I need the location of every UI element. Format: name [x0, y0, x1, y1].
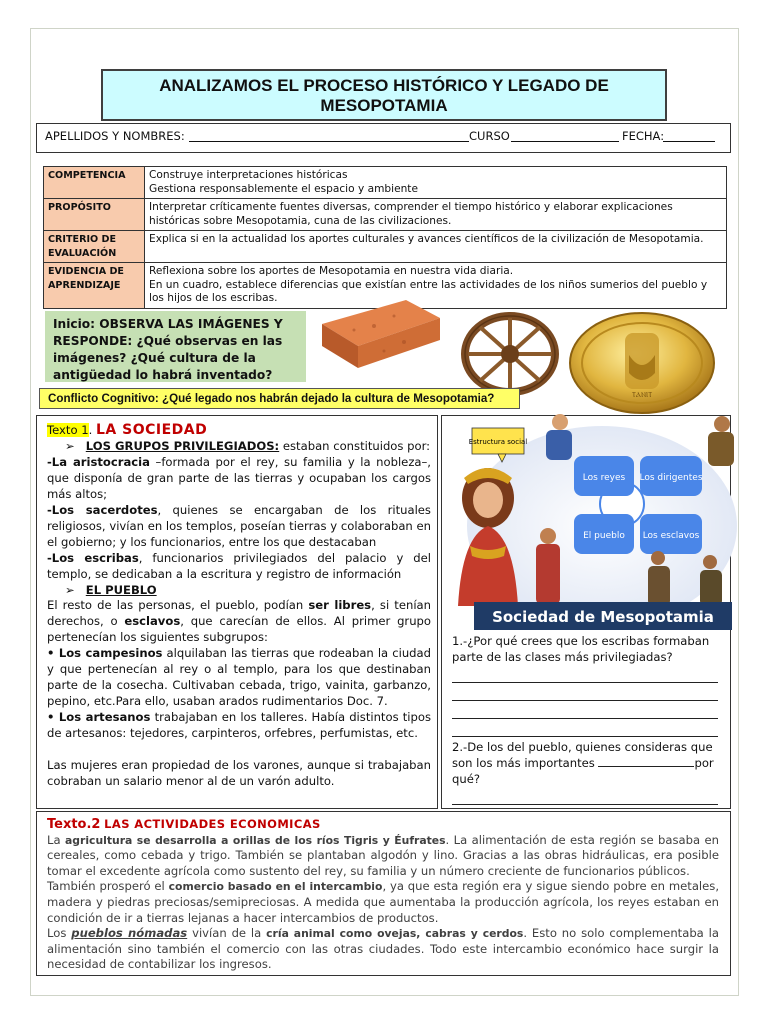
node-label: Los reyes: [582, 473, 626, 483]
coin-image: [567, 311, 717, 415]
course-label: CURSO: [469, 129, 510, 143]
table-row: [44, 167, 727, 199]
social-structure-diagram: [442, 406, 742, 632]
answer-blank[interactable]: [598, 755, 694, 767]
texto1-content: Texto 1. LA SOCIEDAD ➢ LOS GRUPOS PRIVILEGIADOS: estaban constituidos por: -La aristocracia –formada por el rey, su familia y la nobleza–, que disponía de gran parte de las tierras y ocupaban los cargos más altos; -Los sacerdotes, quienes se encargaban de los rituales religiosos, vivían en los templos, poseían tierras y colaboraban en el gobierno; y los funcionarios, entre los que destacaban -Los escribas, funcionarios privilegiados del palacio y del templo, se dedicaban a la escritura y registro de información ➢ EL PUEBLO El resto de las personas, el pueblo, podían ser libres, si tenían derechos, o esclavos, que carecían de ellos. Al primer grupo pertenecían los siguientes subgrupos: • Los campesinos alquilaban las tierras que rodeaban la ciudad y que pertenecían al rey o al templo, para los que destinaban parte de la cosecha. Cultivaban cebada, trigo, vainita, garbanzo, pepino, etc.Para ello, usaban arados rudimentarios Doc. 7. • Los artesanos trabajaban en los talleres. Había distintos tipos de artesanos: tejedores, carpinteros, orfebres, perfumistas, etc. Las mujeres eran propiedad de los varones, aunque si trabajaban cobraban un salario menor al de un varón adulto.: [47, 422, 432, 789]
texto1-label: Texto 1: [47, 423, 89, 437]
row-content: Explica si en la actualidad los aportes culturales y avances científicos de la civilización de Mesopotamia.: [145, 231, 727, 263]
row-content: Interpretar críticamente fuentes diversas, comprender el tiempo histórico y elaborar explicaciones históricas sobre Mesopotamia, cuna de las civilizaciones.: [145, 199, 727, 231]
row-label: EVIDENCIA DE APRENDIZAJE: [44, 263, 145, 309]
table-row: [44, 199, 727, 231]
node-label: El pueblo: [583, 531, 625, 541]
texto1-title: LA SOCIEDAD: [95, 422, 208, 438]
node-label: Los esclavos: [642, 531, 700, 541]
answer-line[interactable]: [452, 665, 718, 683]
question-2: 2.-De los del pueblo, quienes consideras que son los más importantes: [452, 740, 713, 770]
names-label: APELLIDOS Y NOMBRES:: [45, 129, 185, 143]
brick-image: [314, 296, 444, 376]
row-label: PROPÓSITO: [44, 199, 145, 231]
coin-inscription: ⲦⲀⲚⲒⲦ: [631, 391, 653, 399]
texto2-label: Texto.2: [47, 817, 101, 832]
page-title: ANALIZAMOS EL PROCESO HISTÓRICO Y LEGADO DE MESOPOTAMIA: [101, 69, 667, 121]
diagram-caption: Sociedad de Mesopotamia: [492, 608, 714, 626]
node-label: Los dirigentes: [639, 473, 703, 483]
table-row: [44, 231, 727, 263]
competency-table: [43, 166, 727, 309]
questions: [452, 633, 718, 805]
question-1: 1.-¿Por qué crees que los escribas formaban parte de las clases más privilegiadas?: [452, 634, 710, 664]
bullet-arrow-icon: ➢: [65, 438, 75, 453]
texto2-title: LAS ACTIVIDADES ECONOMICAS: [104, 817, 321, 831]
course-field[interactable]: [511, 141, 619, 142]
conflicto-cognitivo: Conflicto Cognitivo: ¿Qué legado nos habrán dejado la cultura de Mesopotamia?: [39, 388, 520, 409]
inicio-prompt: Inicio: OBSERVA LAS IMÁGENES Y RESPONDE: ¿Qué observas en las imágenes? ¿Qué cultura de la antigüedad lo habrá inventado?: [45, 311, 306, 382]
question-2-end: por qué?: [452, 756, 714, 786]
answer-line[interactable]: [452, 683, 718, 701]
structure-tag-label: Estructura social: [468, 438, 528, 446]
names-field[interactable]: [189, 141, 469, 142]
answer-line[interactable]: [452, 787, 718, 805]
answer-line[interactable]: [452, 719, 718, 737]
row-content: Reflexiona sobre los aportes de Mesopotamia en nuestra vida diaria. En un cuadro, establece diferencias que existían entre las actividades de los niños sumerios del pueblo y los hijos de los escribas.: [145, 263, 727, 309]
row-label: CRITERIO DE EVALUACIÓN: [44, 231, 145, 263]
answer-line[interactable]: [452, 701, 718, 719]
date-label: FECHA:: [622, 129, 665, 143]
row-content: Construye interpretaciones históricas Gestiona responsablemente el espacio y ambiente: [145, 167, 727, 199]
date-field[interactable]: [663, 141, 715, 142]
row-label: COMPETENCIA: [44, 167, 145, 199]
texto2-content: Texto.2 LAS ACTIVIDADES ECONOMICAS La agricultura se desarrolla a orillas de los ríos Tigris y Éufrates. La alimentación de esta región se basaba en cereales, como cebada y trigo. También se plantaban algodón y lino. Gracias a las obras hidráulicas, era posible tomar el excedente agrícola como sustento del rey, su familia y un número creciente de funcionarios públicos. También prosperó el comercio basado en el intercambio, ya que esta región era y sigue siendo pobre en metales, madera y piedras preciosas/semipreciosas. A medida que aumentaba la producción agrícola, los reyes estaban en condición de ir a tierras lejanas a hacer intercambios de productos. Los pueblos nómadas vivían de la cría animal como ovejas, cabras y cerdos. Esto no solo complementaba la alimentación sino también el comercio con las otras ciudades. Todo este intercambio económico hace surgir la necesidad de contabilizar los ingresos.: [47, 817, 720, 972]
bullet-arrow-icon: ➢: [65, 582, 75, 597]
student-header: [36, 123, 731, 153]
wheel-image: [460, 312, 560, 396]
